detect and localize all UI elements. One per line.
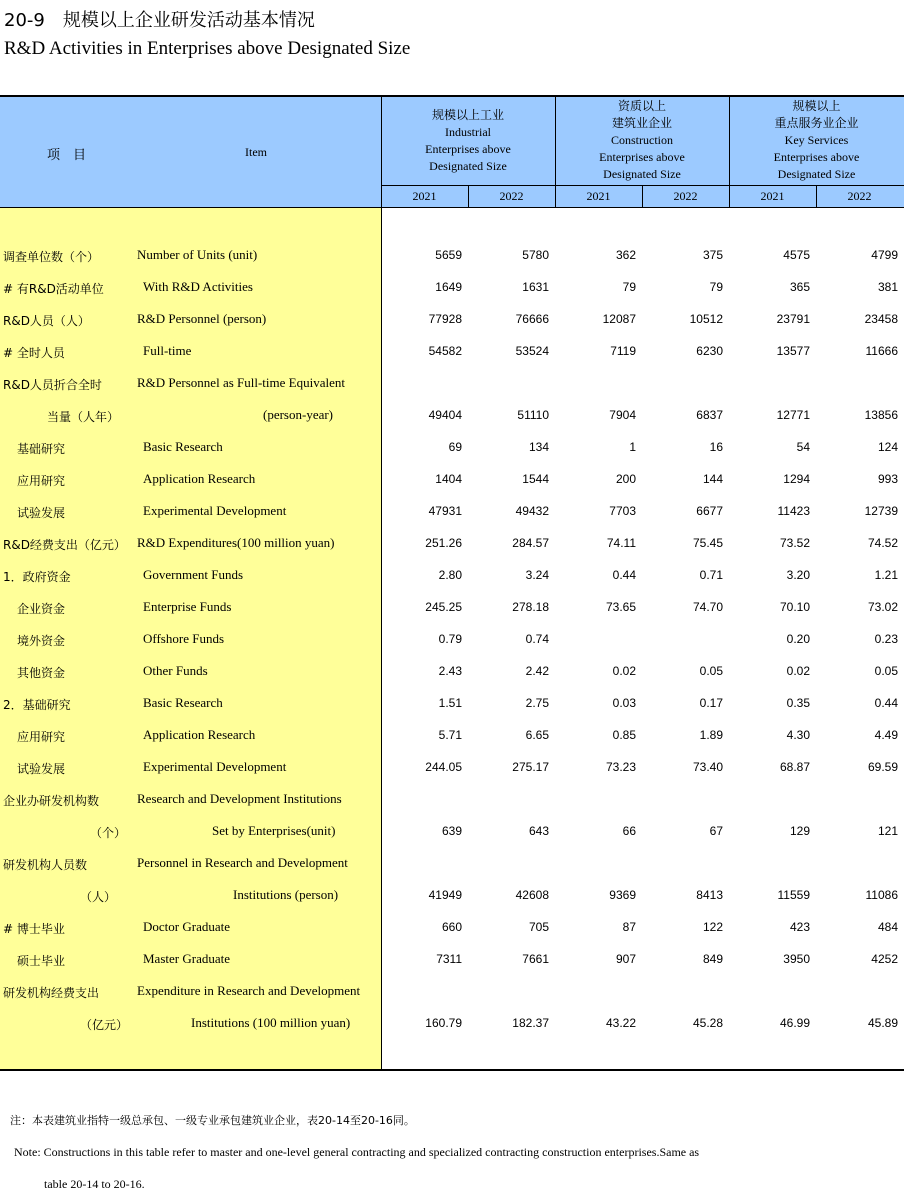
table-cell: 278.18 [512, 600, 549, 614]
table-cell: 5780 [522, 248, 549, 262]
table-cell: 68.87 [779, 760, 810, 774]
table-cell: 13577 [776, 344, 810, 358]
table-cell: 43.22 [605, 1016, 636, 1030]
table-cell: 45.28 [692, 1016, 723, 1030]
table-cell: 10512 [689, 312, 723, 326]
row-label-cn: # 全时人员 [3, 346, 65, 360]
table-cell: 245.25 [425, 600, 462, 614]
row-label-cn: 调查单位数（个） [3, 250, 100, 264]
table-cell: 7311 [436, 952, 462, 966]
table-cell: 7661 [522, 952, 549, 966]
table-cell: 0.20 [786, 632, 810, 646]
table-cell: 1544 [522, 472, 549, 486]
row-label-cn: R&D人员折合全时 [3, 378, 102, 392]
page-title-cn: 20-9 规模以上企业研发活动基本情况 [4, 10, 315, 31]
row-label-cn: R&D经费支出（亿元） [3, 538, 126, 552]
table-cell: 7904 [609, 408, 636, 422]
table-cell: 11559 [777, 888, 810, 902]
header-group-construction: 资质以上 建筑业企业 Construction Enterprises above Designated Size [599, 99, 685, 181]
table-bottom-rule [0, 1069, 904, 1071]
row-label-cn: （人） [80, 890, 117, 904]
table-cell: 3.20 [786, 568, 810, 582]
table-cell: 73.52 [779, 536, 810, 550]
table-cell: 4252 [871, 952, 898, 966]
table-cell: 1.51 [438, 696, 462, 710]
row-label-en: R&D Expenditures(100 million yuan) [137, 535, 335, 550]
table-cell: 79 [622, 280, 636, 294]
header-year: 2022 [847, 189, 872, 203]
table-cell: 6837 [696, 408, 723, 422]
table-cell: 365 [789, 280, 810, 294]
table-cell: 2.75 [525, 696, 549, 710]
row-label-en: R&D Personnel (person) [137, 311, 267, 326]
table-cell: 705 [528, 920, 549, 934]
table-cell: 8413 [696, 888, 723, 902]
table-cell: 381 [877, 280, 898, 294]
table-cell: 9369 [609, 888, 636, 902]
table-cell: 75.45 [692, 536, 723, 550]
table-cell: 67 [709, 824, 723, 838]
table-cell: 4575 [783, 248, 810, 262]
row-label-en: Set by Enterprises(unit) [212, 823, 336, 838]
row-label-en: Government Funds [143, 567, 244, 582]
row-label-cn: # 有R&D活动单位 [3, 282, 104, 296]
note-cn: 注：本表建筑业指特一级总承包、一级专业承包建筑业企业，表20-14至20-16同。 [10, 1114, 415, 1127]
table-cell: 0.05 [874, 664, 898, 678]
table-cell: 993 [877, 472, 898, 486]
table-cell: 375 [702, 248, 723, 262]
table-cell: 0.79 [438, 632, 462, 646]
row-label-cn: 基础研究 [17, 442, 66, 456]
header-year: 2021 [412, 189, 437, 203]
table-cell: 6230 [696, 344, 723, 358]
table-cell: 74.11 [606, 536, 636, 550]
table-cell: 11086 [865, 888, 898, 902]
table-cell: 45.89 [867, 1016, 898, 1030]
table-cell: 1294 [783, 472, 810, 486]
table-cell: 46.99 [779, 1016, 810, 1030]
row-label-en: Basic Research [143, 439, 223, 454]
table-cell: 73.40 [692, 760, 723, 774]
table-cell: 7703 [609, 504, 636, 518]
row-label-en: Expenditure in Research and Development [137, 983, 361, 998]
table-cell: 4.30 [786, 728, 810, 742]
table-cell: 284.57 [512, 536, 549, 550]
table-cell: 6677 [696, 504, 723, 518]
table-cell: 849 [702, 952, 723, 966]
table-cell: 200 [615, 472, 636, 486]
table-cell: 3950 [783, 952, 810, 966]
table-cell: 47931 [428, 504, 462, 518]
table-cell: 77928 [428, 312, 462, 326]
table-cell: 2.42 [525, 664, 549, 678]
header-year: 2021 [586, 189, 611, 203]
row-label-en: (person-year) [263, 407, 334, 422]
table-cell: 0.44 [874, 696, 898, 710]
table-cell: 2.43 [438, 664, 462, 678]
table-cell: 54 [796, 440, 810, 454]
table-cell: 66 [622, 824, 636, 838]
table-cell: 121 [877, 824, 898, 838]
table-cell: 13856 [864, 408, 898, 422]
row-label-cn: 其他资金 [17, 666, 66, 680]
row-label-cn: R&D人员（人） [3, 314, 90, 328]
table-cell: 51110 [517, 408, 549, 422]
page-title-en: R&D Activities in Enterprises above Designated Size [4, 38, 411, 59]
table-cell: 0.85 [612, 728, 636, 742]
row-label-en: Institutions (person) [233, 887, 339, 902]
header-item-cn: 项 目 [47, 148, 87, 163]
table-cell: 87 [622, 920, 636, 934]
row-label-cn: 研发机构经费支出 [3, 986, 100, 1000]
header-item-en: Item [245, 145, 267, 159]
table-cell: 54582 [428, 344, 462, 358]
table-cell: 23458 [864, 312, 898, 326]
header-year: 2021 [760, 189, 785, 203]
header-year: 2022 [499, 189, 524, 203]
row-label-en: Master Graduate [143, 951, 230, 966]
row-label-cn: 企业办研发机构数 [3, 794, 100, 808]
row-label-cn: 2．基础研究 [3, 698, 71, 712]
row-label-en: Experimental Development [143, 759, 287, 774]
row-label-en: Experimental Development [143, 503, 287, 518]
row-label-en: Other Funds [143, 663, 208, 678]
table-cell: 660 [441, 920, 462, 934]
table-cell: 362 [615, 248, 636, 262]
table-cell: 251.26 [425, 536, 462, 550]
table-cell: 76666 [515, 312, 549, 326]
row-label-cn: 硕士毕业 [17, 954, 66, 968]
table-cell: 42608 [515, 888, 549, 902]
row-label-en: Enterprise Funds [143, 599, 232, 614]
table-cell: 0.05 [699, 664, 723, 678]
table-cell: 3.24 [525, 568, 549, 582]
table-cell: 0.03 [612, 696, 636, 710]
table-cell: 0.71 [699, 568, 723, 582]
note-en-line-2: table 20-14 to 20-16. [44, 1177, 145, 1191]
table-cell: 12771 [776, 408, 810, 422]
table-cell: 4.49 [874, 728, 898, 742]
table-cell: 11423 [777, 504, 810, 518]
row-label-cn: 研发机构人员数 [3, 858, 88, 872]
note-en-line-1: Note: Constructions in this table refer to master and one-level general contracting and specialized contracting construction enterprises.Same as [14, 1145, 700, 1159]
table-cell: 0.02 [786, 664, 810, 678]
table-cell: 0.35 [786, 696, 810, 710]
table-cell: 6.65 [525, 728, 549, 742]
row-label-en: Application Research [143, 727, 256, 742]
row-label-en: Personnel in Research and Development [137, 855, 348, 870]
table-cell: 12739 [864, 504, 898, 518]
row-label-cn: 1．政府资金 [3, 570, 71, 584]
table-cell: 182.37 [512, 1016, 549, 1030]
table-cell: 0.17 [699, 696, 723, 710]
row-label-cn: 试验发展 [17, 506, 66, 520]
table-cell: 5659 [435, 248, 462, 262]
table-cell: 4799 [871, 248, 898, 262]
table-cell: 73.65 [605, 600, 636, 614]
table-cell: 5.71 [438, 728, 462, 742]
row-label-en: R&D Personnel as Full-time Equivalent [137, 375, 345, 390]
row-label-cn: （亿元） [80, 1018, 129, 1032]
table-cell: 12087 [602, 312, 636, 326]
row-label-en: Basic Research [143, 695, 223, 710]
table-cell: 0.74 [525, 632, 549, 646]
header-group-industrial: 规模以上工业 Industrial Enterprises above Designated Size [425, 108, 511, 173]
row-label-cn: 当量（人年） [47, 410, 120, 424]
table-cell: 1649 [435, 280, 462, 294]
table-cell: 73.23 [605, 760, 636, 774]
table-cell: 907 [615, 952, 636, 966]
table-cell: 69 [448, 440, 462, 454]
table-cell: 41949 [428, 888, 462, 902]
row-label-en: Doctor Graduate [143, 919, 230, 934]
table-cell: 129 [789, 824, 810, 838]
row-label-cn: # 博士毕业 [3, 922, 65, 936]
row-label-cn: 应用研究 [17, 474, 66, 488]
row-label-en: Offshore Funds [143, 631, 225, 646]
header-year: 2022 [673, 189, 698, 203]
row-label-cn: 境外资金 [17, 634, 66, 648]
table-cell: 124 [877, 440, 898, 454]
table-cell: 49432 [515, 504, 549, 518]
table-cell: 11666 [865, 344, 898, 358]
table-cell: 16 [709, 440, 723, 454]
table-cell: 144 [702, 472, 723, 486]
table-cell: 2.80 [438, 568, 462, 582]
table-cell: 244.05 [425, 760, 462, 774]
row-label-en: Institutions (100 million yuan) [191, 1015, 351, 1030]
table-cell: 0.02 [612, 664, 636, 678]
table-cell: 1404 [435, 472, 462, 486]
table-cell: 134 [528, 440, 549, 454]
table-cell: 122 [702, 920, 723, 934]
row-label-cn: 试验发展 [17, 762, 66, 776]
row-label-en: With R&D Activities [143, 279, 253, 294]
table-cell: 49404 [428, 408, 462, 422]
table-cell: 0.23 [874, 632, 898, 646]
table-cell: 73.02 [867, 600, 898, 614]
table-cell: 643 [528, 824, 549, 838]
header-bottom-rule [0, 207, 904, 208]
table-cell: 74.70 [692, 600, 723, 614]
table-cell: 7119 [610, 344, 636, 358]
row-label-en: Application Research [143, 471, 256, 486]
table-cell: 74.52 [867, 536, 898, 550]
table-cell: 423 [789, 920, 810, 934]
table-cell: 1 [629, 440, 636, 454]
row-label-en: Full-time [143, 343, 192, 358]
table-cell: 1.21 [874, 568, 898, 582]
table-cell: 1.89 [699, 728, 723, 742]
table-cell: 23791 [776, 312, 810, 326]
table-cell: 1631 [522, 280, 549, 294]
row-label-en: Number of Units (unit) [137, 247, 258, 262]
row-label-cn: 企业资金 [17, 602, 66, 616]
table-cell: 484 [877, 920, 898, 934]
table-cell: 160.79 [425, 1016, 462, 1030]
table-cell: 275.17 [512, 760, 549, 774]
row-label-cn: （个） [90, 826, 127, 840]
row-label-cn: 应用研究 [17, 730, 66, 744]
table-cell: 53524 [515, 344, 549, 358]
table-cell: 639 [441, 824, 462, 838]
table-cell: 69.59 [867, 760, 898, 774]
table-cell: 79 [709, 280, 723, 294]
table-top-rule [0, 95, 904, 97]
table-cell: 70.10 [779, 600, 810, 614]
header-group-key-services: 规模以上 重点服务业企业 Key Services Enterprises above Designated Size [773, 99, 860, 181]
table-cell: 0.44 [612, 568, 636, 582]
row-label-en: Research and Development Institutions [137, 791, 342, 806]
